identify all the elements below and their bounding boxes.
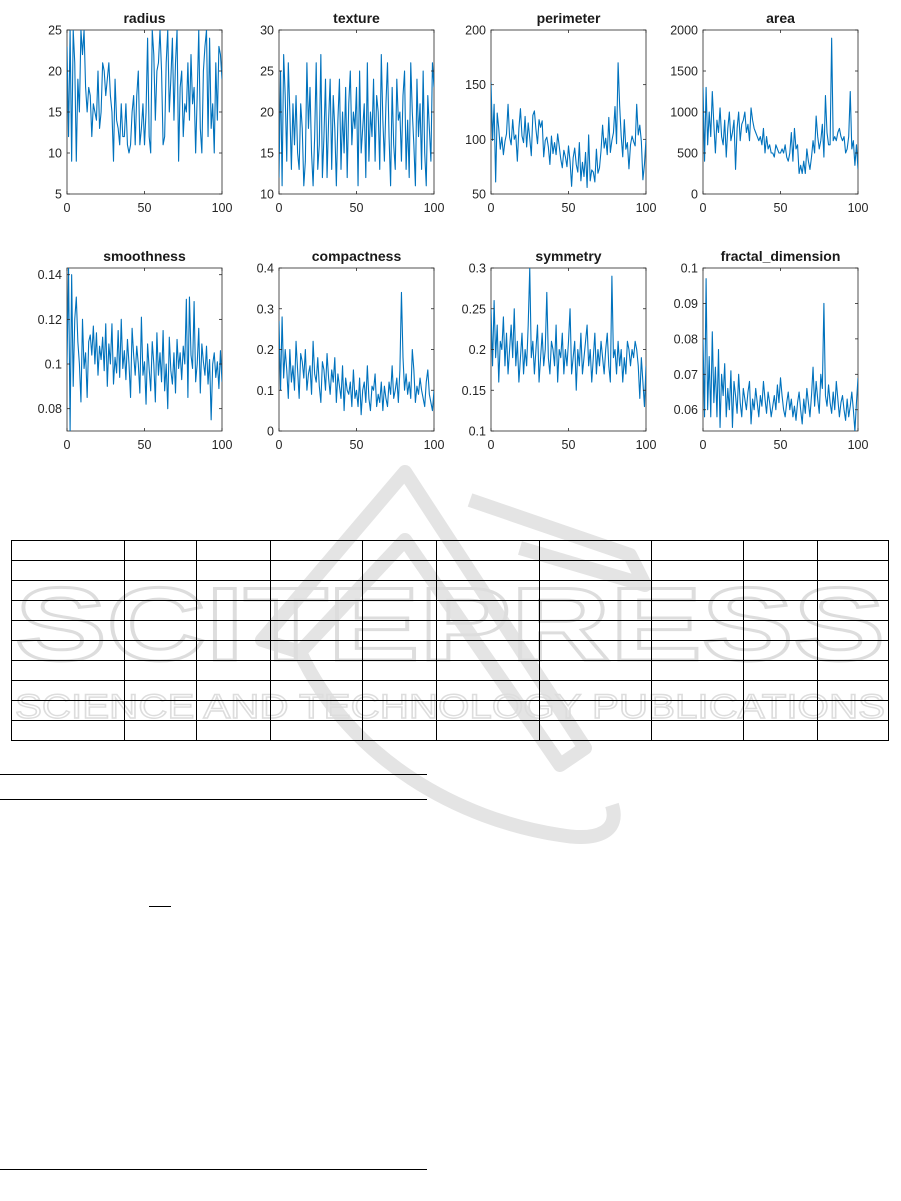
table-row	[12, 581, 889, 601]
table-cell	[197, 561, 271, 581]
table-cell	[540, 641, 652, 661]
data-table-body	[12, 541, 889, 741]
table-cell	[197, 621, 271, 641]
table-row	[12, 561, 889, 581]
y-tick-label: 0.3	[468, 261, 486, 276]
table-cell	[271, 661, 363, 681]
table-cell	[437, 541, 540, 561]
table-cell	[818, 541, 889, 561]
table-cell	[197, 681, 271, 701]
y-tick-label: 0	[267, 424, 274, 439]
y-tick-label: 150	[465, 78, 486, 93]
table-top-rule	[0, 774, 427, 775]
y-tick-label: 0.2	[256, 343, 274, 357]
table-cell	[271, 581, 363, 601]
table-cell	[363, 661, 437, 681]
y-tick-label: 0.1	[256, 383, 274, 398]
table-cell	[271, 601, 363, 621]
x-tick-label: 0	[63, 438, 71, 452]
chart-title: radius	[123, 10, 166, 26]
y-tick-label: 20	[260, 105, 274, 120]
table-cell	[12, 701, 125, 721]
x-tick-label: 100	[423, 201, 445, 215]
y-tick-label: 0.3	[256, 302, 274, 317]
y-tick-label: 25	[48, 23, 62, 38]
y-tick-label: 2000	[670, 23, 698, 38]
watermark-brand: SCITEPRESS	[15, 567, 885, 683]
table-cell	[197, 641, 271, 661]
table-cell	[12, 661, 125, 681]
table-cell	[125, 681, 197, 701]
y-tick-label: 15	[260, 146, 274, 161]
plot-area	[491, 30, 646, 194]
table-cell	[540, 661, 652, 681]
chart-perimeter	[427, 4, 662, 218]
x-tick-label: 0	[275, 438, 283, 452]
x-tick-label: 50	[561, 438, 576, 452]
y-tick-label: 5	[55, 187, 62, 202]
footnote-rule	[0, 1169, 427, 1170]
table-row	[12, 621, 889, 641]
table-cell	[125, 581, 197, 601]
fraction-bar	[149, 906, 171, 907]
table-cell	[818, 721, 889, 741]
table-row	[12, 701, 889, 721]
table-cell	[540, 701, 652, 721]
table-cell	[540, 601, 652, 621]
table-cell	[271, 701, 363, 721]
table-cell	[363, 641, 437, 661]
y-tick-label: 0.1	[680, 261, 698, 276]
y-tick-label: 25	[260, 64, 274, 79]
table-cell	[540, 541, 652, 561]
table-cell	[197, 661, 271, 681]
table-cell	[744, 641, 818, 661]
x-tick-label: 0	[699, 201, 707, 215]
plot-area	[703, 30, 858, 194]
table-cell	[271, 681, 363, 701]
y-tick-label: 50	[472, 187, 486, 202]
y-tick-label: 1000	[670, 105, 698, 120]
table-cell	[652, 641, 744, 661]
y-tick-label: 0.09	[673, 296, 698, 311]
table-cell	[818, 681, 889, 701]
x-tick-label: 100	[847, 438, 869, 452]
table-cell	[652, 541, 744, 561]
table-cell	[818, 621, 889, 641]
x-tick-label: 0	[487, 201, 495, 215]
y-tick-label: 0.4	[256, 261, 274, 276]
x-tick-label: 50	[349, 438, 364, 452]
y-tick-label: 200	[465, 23, 486, 38]
x-tick-label: 50	[773, 438, 788, 452]
table-cell	[12, 541, 125, 561]
table-cell	[363, 541, 437, 561]
table-cell	[125, 621, 197, 641]
y-tick-label: 0.07	[673, 367, 698, 382]
table-cell	[12, 621, 125, 641]
x-tick-label: 50	[137, 438, 152, 452]
chart-fractal-dimension	[639, 242, 874, 455]
y-tick-label: 0.14	[37, 268, 62, 283]
table-cell	[12, 721, 125, 741]
chart-symmetry	[427, 242, 662, 455]
x-tick-label: 100	[635, 438, 657, 452]
table-cell	[818, 561, 889, 581]
y-tick-label: 0.08	[37, 402, 62, 417]
table-cell	[125, 601, 197, 621]
y-tick-label: 100	[465, 132, 486, 147]
y-tick-label: 0.12	[37, 312, 62, 327]
table-cell	[652, 721, 744, 741]
x-tick-label: 100	[211, 201, 233, 215]
table-cell	[197, 581, 271, 601]
table-cell	[744, 541, 818, 561]
table-cell	[125, 541, 197, 561]
table-row	[12, 601, 889, 621]
chart-title: perimeter	[536, 10, 601, 26]
table-cell	[12, 641, 125, 661]
table-cell	[744, 601, 818, 621]
x-tick-label: 50	[137, 201, 152, 215]
plot-area	[279, 268, 434, 431]
table-cell	[363, 621, 437, 641]
y-tick-label: 15	[48, 105, 62, 120]
table-cell	[437, 621, 540, 641]
table-cell	[744, 581, 818, 601]
y-tick-label: 0.06	[673, 403, 698, 418]
table-cell	[540, 681, 652, 701]
table-cell	[12, 681, 125, 701]
chart-compactness	[215, 242, 450, 455]
table-cell	[437, 601, 540, 621]
x-tick-label: 50	[349, 201, 364, 215]
table-cell	[540, 621, 652, 641]
table-cell	[652, 581, 744, 601]
data-table	[11, 540, 889, 741]
table-cell	[363, 601, 437, 621]
y-tick-label: 10	[48, 146, 62, 161]
table-row	[12, 721, 889, 741]
table-cell	[363, 701, 437, 721]
table-cell	[125, 661, 197, 681]
table-cell	[818, 701, 889, 721]
chart-texture	[215, 4, 450, 218]
chart-title: compactness	[311, 248, 402, 264]
y-tick-label: 20	[48, 64, 62, 79]
watermark-tagline: SCIENCE AND TECHNOLOGY PUBLICATIONS	[15, 688, 885, 726]
table-cell	[744, 681, 818, 701]
table-cell	[271, 641, 363, 661]
table-cell	[652, 701, 744, 721]
table-cell	[197, 541, 271, 561]
x-tick-label: 0	[275, 201, 283, 215]
y-tick-label: 0.15	[461, 383, 486, 398]
y-tick-label: 0	[691, 187, 698, 202]
table-cell	[540, 581, 652, 601]
x-tick-label: 100	[211, 438, 233, 452]
x-tick-label: 0	[487, 438, 495, 452]
table-header-rule	[0, 799, 427, 800]
table-cell	[818, 641, 889, 661]
table-cell	[744, 721, 818, 741]
table-cell	[437, 681, 540, 701]
y-tick-label: 10	[260, 187, 274, 202]
y-tick-label: 0.25	[461, 302, 486, 317]
chart-title: texture	[333, 10, 380, 26]
table-cell	[652, 601, 744, 621]
table-cell	[271, 561, 363, 581]
table-cell	[363, 561, 437, 581]
table-row	[12, 681, 889, 701]
table-cell	[652, 661, 744, 681]
y-tick-label: 0.1	[468, 424, 486, 439]
x-tick-label: 50	[773, 201, 788, 215]
table-cell	[271, 721, 363, 741]
table-cell	[197, 701, 271, 721]
table-cell	[12, 561, 125, 581]
y-tick-label: 0.2	[468, 343, 486, 357]
table-cell	[125, 561, 197, 581]
table-cell	[125, 701, 197, 721]
table-cell	[744, 621, 818, 641]
x-tick-label: 100	[635, 201, 657, 215]
x-tick-label: 100	[847, 201, 869, 215]
table-cell	[363, 581, 437, 601]
y-tick-label: 0.1	[44, 357, 62, 372]
x-tick-label: 50	[561, 201, 576, 215]
table-cell	[197, 721, 271, 741]
table-cell	[363, 721, 437, 741]
chart-title: symmetry	[535, 248, 602, 264]
table-cell	[744, 701, 818, 721]
table-cell	[197, 601, 271, 621]
chart-radius	[3, 4, 238, 218]
table-cell	[437, 581, 540, 601]
table-cell	[818, 661, 889, 681]
table-cell	[652, 681, 744, 701]
table-row	[12, 641, 889, 661]
y-tick-label: 0.08	[673, 332, 698, 347]
y-tick-label: 1500	[670, 64, 698, 79]
table-cell	[818, 581, 889, 601]
table-cell	[818, 601, 889, 621]
x-tick-label: 0	[699, 438, 707, 452]
table-cell	[437, 721, 540, 741]
table-cell	[652, 561, 744, 581]
table-cell	[12, 601, 125, 621]
chart-title: smoothness	[103, 248, 186, 264]
table-cell	[437, 641, 540, 661]
table-cell	[363, 681, 437, 701]
x-tick-label: 100	[423, 438, 445, 452]
table-cell	[437, 661, 540, 681]
chart-area	[639, 4, 874, 218]
table-cell	[437, 701, 540, 721]
table-row	[12, 661, 889, 681]
y-tick-label: 500	[677, 146, 698, 161]
table-cell	[271, 541, 363, 561]
table-cell	[540, 561, 652, 581]
table-cell	[744, 661, 818, 681]
y-tick-label: 30	[260, 23, 274, 38]
table-cell	[540, 721, 652, 741]
chart-title: fractal_dimension	[720, 248, 841, 264]
chart-smoothness	[3, 242, 238, 455]
table-cell	[437, 561, 540, 581]
table-cell	[271, 621, 363, 641]
x-tick-label: 0	[63, 201, 71, 215]
table-cell	[744, 561, 818, 581]
table-cell	[125, 721, 197, 741]
chart-title: area	[766, 10, 795, 26]
table-cell	[652, 621, 744, 641]
table-cell	[12, 581, 125, 601]
table-row	[12, 541, 889, 561]
table-cell	[125, 641, 197, 661]
